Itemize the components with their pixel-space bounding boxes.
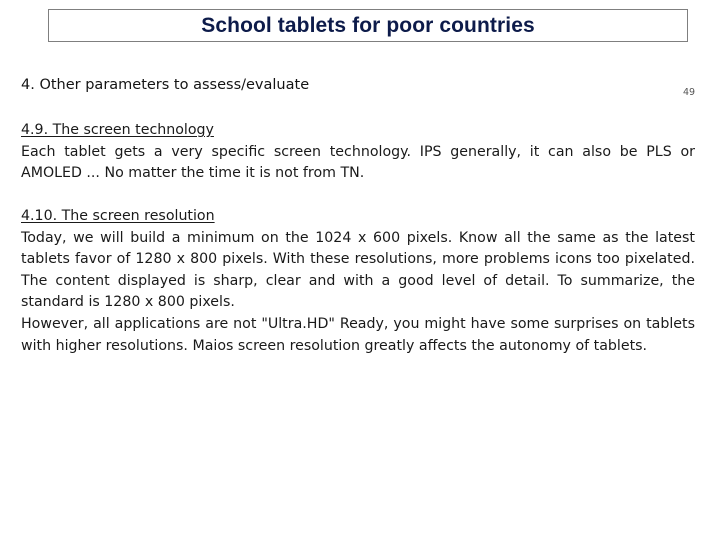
screen-resolution-section (21, 206, 695, 357)
page-number: 49 (683, 87, 696, 98)
screen-technology-text: Each tablet gets a very specific screen technology. IPS generally, it can also be PLS or AMOLED ... No matter the time it is not from TN. (21, 143, 695, 182)
section-heading: 4. Other parameters to assess/evaluate (21, 77, 310, 93)
screen-resolution-paragraph-1: Today, we will build a minimum on the 1024 x 600 pixels. Know all the same as the latest tablets favor of 1280 x 800 pixels. With these resolutions, more problems icons too pixelated. The content displayed is sharp, clear and with a good level of detail. To summarize, the standard is 1280 x 800 pixels. (21, 229, 695, 311)
screen-technology-section (21, 120, 695, 185)
title-box (48, 9, 688, 42)
screen-technology-heading: 4.9. The screen technology (21, 122, 214, 138)
screen-resolution-heading: 4.10. The screen resolution (21, 208, 215, 224)
screen-resolution-paragraph-2: However, all applications are not "Ultra.HD" Ready, you might have some surprises on tablets with higher resolutions. Maios screen resolution greatly affects the autonomy of tablets. (21, 315, 695, 354)
slide-title: School tablets for poor countries (201, 13, 535, 37)
